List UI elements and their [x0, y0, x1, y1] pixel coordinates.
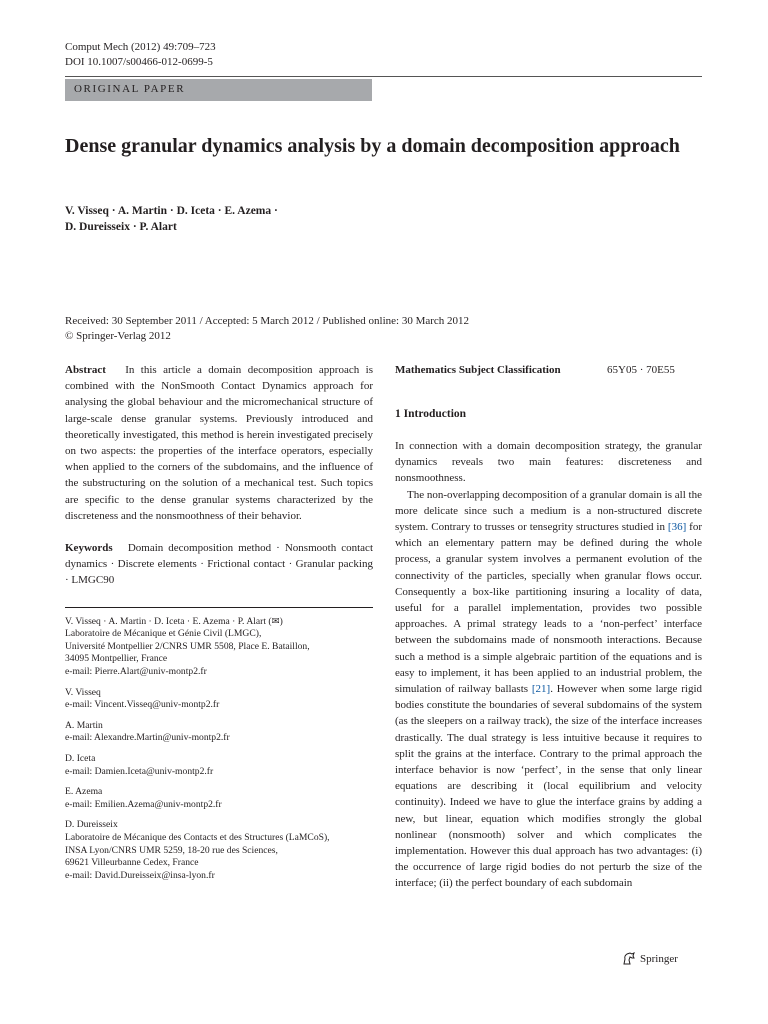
journal-citation: Comput Mech (2012) 49:709–723 [65, 41, 216, 53]
paper-type-bar [65, 79, 372, 101]
affiliation-line: Université Montpellier 2/CNRS UMR 5508, Place E. Bataillon, [65, 640, 310, 652]
affiliation-block [65, 819, 373, 882]
doi: DOI 10.1007/s00466-012-0699-5 [65, 56, 213, 68]
copyright: © Springer-Verlag 2012 [65, 330, 171, 342]
email-link[interactable]: e-mail: David.Dureisseix@insa-lyon.fr [65, 869, 215, 881]
email-link[interactable]: e-mail: Pierre.Alart@univ-montp2.fr [65, 666, 207, 678]
springer-horse-icon [622, 952, 636, 965]
abstract [65, 362, 373, 524]
affiliation-line: 69621 Villeurbanne Cedex, France [65, 857, 199, 869]
intro-paragraph [395, 487, 702, 892]
affiliation-line: D. Iceta [65, 752, 96, 764]
paragraph-text: The non-overlapping decomposition of a granular domain is all the more delicate since such a medium is a non-structured discrete system. Contrary to trusses or tensegrity structures studied in [395, 488, 702, 534]
affiliation-block [65, 687, 373, 712]
affiliation-block [65, 786, 373, 811]
right-column [395, 362, 702, 892]
affiliation-line: V. Visseq · A. Martin · D. Iceta · E. Azema · P. Alart (✉) [65, 615, 283, 627]
affiliations [65, 607, 373, 883]
paragraph-text: . However when some large rigid bodies constitute the boundaries of several subdomains of the system (as the sleepers on a railway track), the size of the interface increases drastically. The dual strategy is less intuitive because it requires to split the grains at the interface. Contrary to the primal approach the interface behavior is now ‘perfect’, in the sense that only linear equations are describing it (local equilibrium and velocity continuity). Indeed we have to glue the interface grains by adding a new, but linear, equation which modifies strongly the global nonlinear (nonsmooth) solver and which complicates the implementation. However this dual approach has two advantages: (i) the occurrence of large rigid bodies do not perturb the size of the interface; (ii) the perfect boundary of each subdomain [395, 683, 703, 890]
paper-title: Dense granular dynamics analysis by a domain decomposition approach [65, 135, 680, 157]
date-history: Received: 30 September 2011 / Accepted: 5 March 2012 / Published online: 30 March 2012 [65, 315, 470, 327]
publication-dates [65, 314, 469, 344]
affiliation-line: Laboratoire de Mécanique et Génie Civil (LMGC), [65, 628, 262, 640]
citation-link[interactable]: [36] [667, 521, 687, 534]
keywords [65, 540, 373, 589]
affiliation-line: V. Visseq [65, 686, 101, 698]
author-line: D. Dureisseix · P. Alart [65, 221, 177, 233]
affiliation-block [65, 753, 373, 778]
section-heading: 1 Introduction [395, 408, 467, 420]
email-link[interactable]: e-mail: Alexandre.Martin@univ-montp2.fr [65, 732, 230, 744]
author-line: V. Visseq · A. Martin · D. Iceta · E. Azema · [65, 205, 278, 217]
email-link[interactable]: e-mail: Emilien.Azema@univ-montp2.fr [65, 798, 222, 810]
paragraph-text: for which an elementary pattern may be defined during the whole process, a granular system involves a permanent evolution of the connectivity of the particles, specially when granular flows occur. Consequently a box-like partitioning insuring a locality of data, useful for a parallel implementation, provides two possible approaches. A primal strategy leads to a ‘non-perfect’ interface between the subdomains made of nonsmooth interactions. Because such a method is a simple algebraic partition of the equations and is easy to implement, it has been applied to an industrial problem, the simulation of railway ballasts [395, 521, 703, 696]
affiliation-line: Laboratoire de Mécanique des Contacts et des Structures (LaMCoS), [65, 831, 330, 843]
msc [395, 362, 702, 378]
paper-type-label: ORIGINAL PAPER [74, 83, 186, 95]
affiliation-line: D. Dureisseix [65, 819, 118, 831]
citation-link[interactable]: [21] [531, 683, 551, 696]
email-link[interactable]: e-mail: Vincent.Visseq@univ-montp2.fr [65, 699, 220, 711]
affiliation-line: 34095 Montpellier, France [65, 653, 168, 665]
intro-paragraph: In connection with a domain decomposition strategy, the granular dynamics reveals two main features: discreteness and nonsmoothness. [395, 440, 702, 485]
publisher-name: Springer [640, 952, 678, 965]
abstract-label: Abstract [65, 364, 106, 376]
email-link[interactable]: e-mail: Damien.Iceta@univ-montp2.fr [65, 765, 214, 777]
affiliation-line: A. Martin [65, 719, 103, 731]
author-list [65, 203, 278, 235]
journal-header [65, 40, 216, 70]
affiliation-line: E. Azema [65, 786, 103, 798]
header-rule [65, 76, 702, 77]
abstract-text: In this article a domain decomposition approach is combined with the NonSmooth Contact Dynamics approach for analysing the global behaviour and the micromechanical structure of large-scale dense granular systems. Previously introduced and theoretically investigated, this method is herein investigated precisely on two aspects: the properties of the interface operators, especially when applied to the corners of the subdomains, and the influence of the substructuring on the solution of a mechanical test. Such topics are specific to the dense granular systems characterized by the discreteness and the nonsmoothness of their behavior. [65, 364, 373, 522]
msc-label: Mathematics Subject Classification [395, 364, 561, 376]
publisher-footer [622, 952, 678, 965]
affiliation-block [65, 720, 373, 745]
keywords-label: Keywords [65, 542, 113, 555]
msc-codes: 65Y05 · 70E55 [607, 364, 675, 376]
affiliation-line: INSA Lyon/CNRS UMR 5259, 18-20 rue des Sciences, [65, 844, 278, 856]
affiliation-block [65, 616, 373, 679]
keywords-text: Domain decomposition method · Nonsmooth contact dynamics · Discrete elements · Frictional contact · Granular packing · LMGC90 [65, 542, 373, 587]
left-column [65, 362, 373, 890]
